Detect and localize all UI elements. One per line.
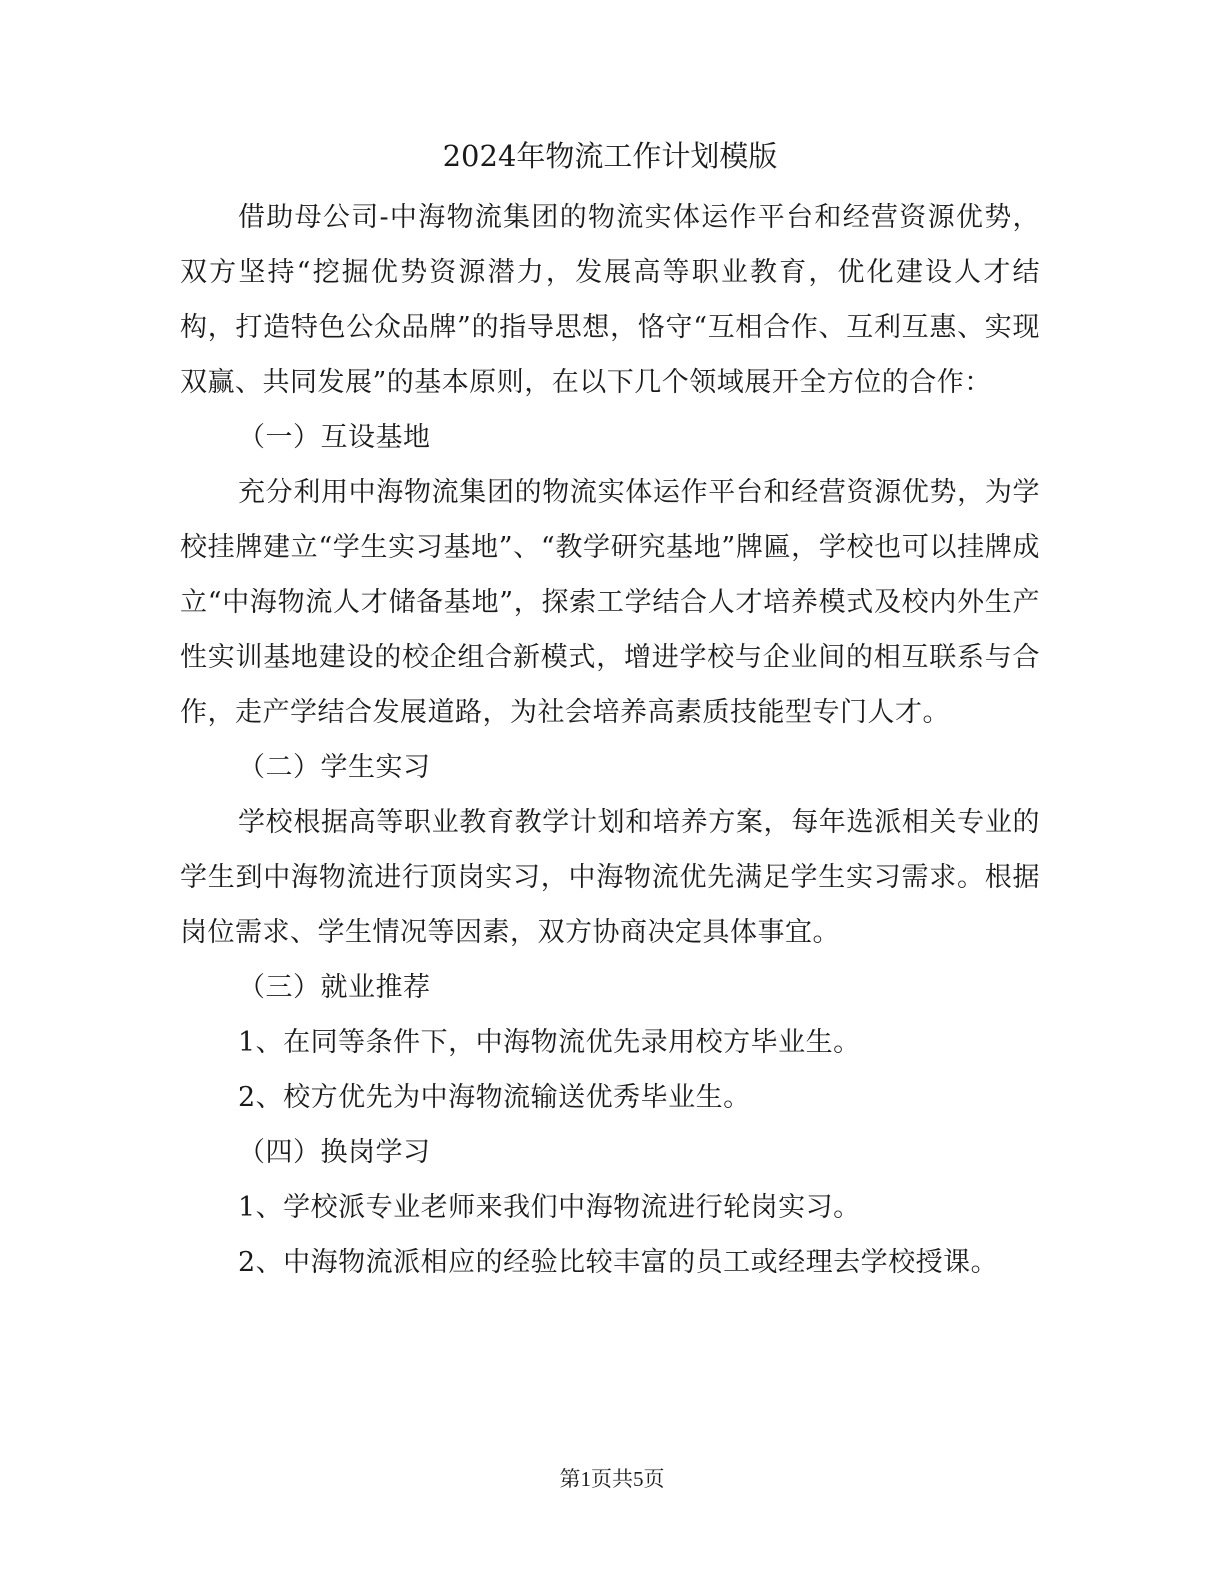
list-item: 1、在同等条件下，中海物流优先录用校方毕业生。 <box>238 1027 861 1058</box>
section-heading: （二）学生实习 <box>238 752 431 783</box>
document-page <box>180 128 1040 1290</box>
section-paragraph: 学校根据高等职业教育教学计划和培养方案，每年选派相关专业的学生到中海物流进行顶岗实习，中海物流优先满足学生实习需求。根据岗位需求、学生情况等因素，双方协商决定具体事宜。 <box>180 807 1040 948</box>
section-paragraph: 充分利用中海物流集团的物流实体运作平台和经营资源优势，为学校挂牌建立“学生实习基地”、“教学研究基地”牌匾，学校也可以挂牌成立“中海物流人才储备基地”，探索工学结合人才培养模式及校内外生产性实训基地建设的校企组合新模式，增进学校与企业间的相互联系与合作，走产学结合发展道路，为社会培养高素质技能型专门人才。 <box>180 477 1040 728</box>
section-4 <box>180 1125 1040 1290</box>
section-heading: （一）互设基地 <box>238 422 431 453</box>
intro-paragraph: 借助母公司-中海物流集团的物流实体运作平台和经营资源优势，双方坚持“挖掘优势资源潜力，发展高等职业教育，优化建设人才结构，打造特色公众品牌”的指导思想，恪守“互相合作、互利互惠、实现双赢、共同发展”的基本原则，在以下几个领域展开全方位的合作： <box>180 202 1040 398</box>
section-2 <box>180 740 1040 960</box>
list-item: 2、校方优先为中海物流输送优秀毕业生。 <box>238 1082 751 1113</box>
section-3 <box>180 960 1040 1125</box>
document-title: 2024年物流工作计划模版 <box>442 139 778 173</box>
list-item: 2、中海物流派相应的经验比较丰富的员工或经理去学校授课。 <box>238 1247 999 1278</box>
section-heading: （四）换岗学习 <box>238 1137 431 1168</box>
page-number-footer: 第1页共5页 <box>559 1467 665 1491</box>
section-1 <box>180 410 1040 740</box>
list-item: 1、学校派专业老师来我们中海物流进行轮岗实习。 <box>238 1192 861 1223</box>
section-heading: （三）就业推荐 <box>238 972 431 1003</box>
